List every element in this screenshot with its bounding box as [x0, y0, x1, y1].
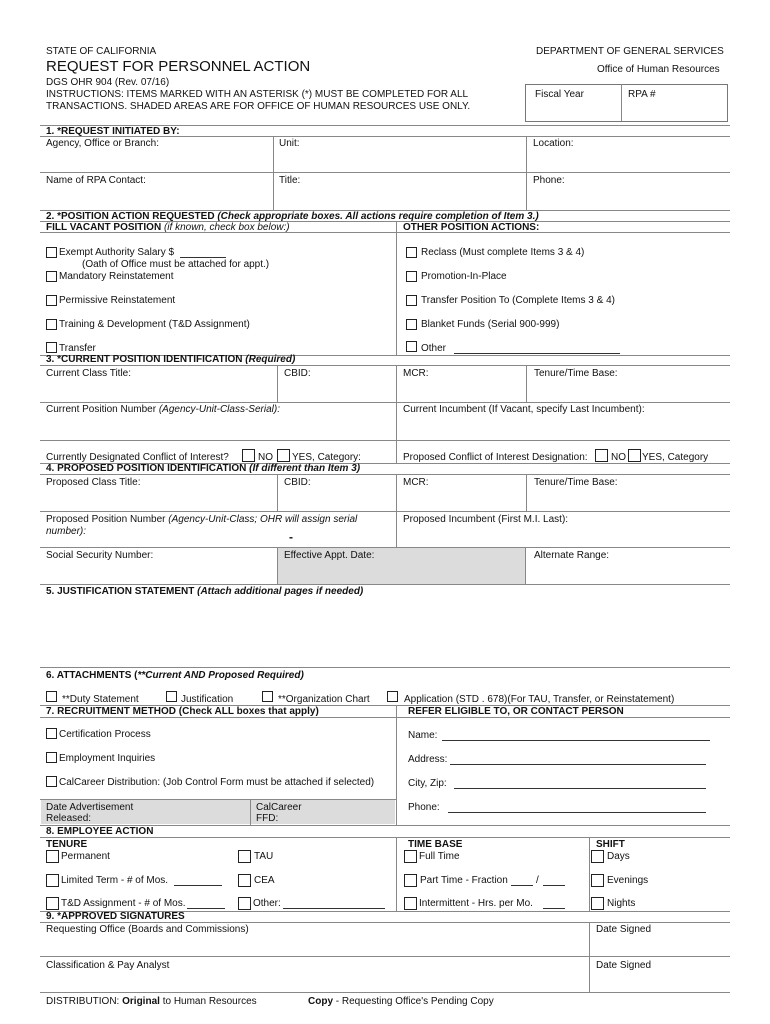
td-assignment-checkbox[interactable] — [46, 897, 59, 910]
duty-statement-label: **Duty Statement — [62, 694, 139, 705]
permissive-label: Permissive Reinstatement — [59, 295, 176, 306]
section-9-heading: 9. *APPROVED SIGNATURES — [46, 911, 185, 922]
other-action-label: Other — [421, 343, 447, 354]
justification-checkbox[interactable] — [166, 691, 177, 702]
section-8-heading: 8. EMPLOYEE ACTION — [46, 826, 154, 837]
justification-area[interactable] — [46, 600, 726, 664]
requesting-office-label: Requesting Office (Boards and Commissions) — [46, 924, 249, 935]
conflict-label: Currently Designated Conflict of Interest? — [46, 452, 229, 463]
proposed-cbid-label: CBID: — [284, 477, 311, 488]
intermittent-label: Intermittent - Hrs. per Mo. — [419, 898, 533, 909]
contact-city-label: City, Zip: — [408, 778, 447, 789]
alternate-range-label: Alternate Range: — [534, 550, 610, 561]
rpa-contact-label: Name of RPA Contact: — [46, 175, 146, 186]
conflict-no-label: NO — [258, 452, 273, 463]
certification-label: Certification Process — [59, 729, 151, 740]
duty-statement-checkbox[interactable] — [46, 691, 57, 702]
days-label: Days — [607, 851, 630, 862]
days-checkbox[interactable] — [591, 850, 604, 863]
tenure-heading: TENURE — [46, 839, 88, 850]
tau-checkbox[interactable] — [238, 850, 251, 863]
application-label: Application (STD . 678)(For TAU, Transfer, or Reinstatement) — [404, 694, 675, 705]
exempt-checkbox[interactable] — [46, 247, 57, 258]
other-action-checkbox[interactable] — [406, 341, 417, 352]
section-5-heading: 5. JUSTIFICATION STATEMENT (Attach additional pages if needed) — [46, 586, 364, 597]
transfer-checkbox[interactable] — [46, 342, 57, 353]
application-checkbox[interactable] — [387, 691, 398, 702]
current-class-label: Current Class Title: — [46, 368, 132, 379]
other-tenure-checkbox[interactable] — [238, 897, 251, 910]
evenings-checkbox[interactable] — [591, 874, 604, 887]
reclass-label: Reclass (Must complete Items 3 & 4) — [421, 247, 585, 258]
effective-date-label: Effective Appt. Date: — [284, 550, 375, 561]
permanent-checkbox[interactable] — [46, 850, 59, 863]
title-label: Title: — [279, 175, 301, 186]
training-label: Training & Development (T&D Assignment) — [59, 319, 250, 330]
current-position-label: Current Position Number (Agency-Unit-Class-Serial): — [46, 404, 280, 415]
refer-heading: REFER ELIGIBLE TO, OR CONTACT PERSON — [408, 706, 624, 717]
nights-label: Nights — [607, 898, 636, 909]
org-chart-checkbox[interactable] — [262, 691, 273, 702]
promotion-label: Promotion-In-Place — [421, 271, 507, 282]
time-base-heading: TIME BASE — [408, 839, 463, 850]
permissive-checkbox[interactable] — [46, 295, 57, 306]
form-title: REQUEST FOR PERSONNEL ACTION — [46, 58, 311, 75]
released-label: Released: — [46, 813, 92, 824]
conflict-no-checkbox[interactable] — [242, 449, 255, 462]
part-time-label: Part Time - Fraction — [420, 875, 508, 886]
transfer-to-label: Transfer Position To (Complete Items 3 & 4) — [421, 295, 615, 306]
section-4-heading: 4. PROPOSED POSITION IDENTIFICATION (If different than Item 3) — [46, 463, 361, 474]
other-tenure-label: Other: — [253, 898, 281, 909]
proposed-incumbent-label: Proposed Incumbent (First M.I. Last): — [403, 514, 569, 525]
calcareer-checkbox[interactable] — [46, 776, 57, 787]
distribution-original: DISTRIBUTION: Original to Human Resources — [46, 996, 257, 1007]
conflict-yes-label: YES, Category: — [292, 452, 361, 463]
distribution-copy: Copy - Requesting Office's Pending Copy — [308, 996, 494, 1007]
unit-label: Unit: — [279, 138, 300, 149]
phone-label: Phone: — [533, 175, 565, 186]
fiscal-year-field[interactable] — [526, 101, 621, 120]
proposed-conflict-label: Proposed Conflict of Interest Designation: — [403, 452, 588, 463]
intermittent-checkbox[interactable] — [404, 897, 417, 910]
cea-label: CEA — [254, 875, 275, 886]
ffd-label: FFD: — [256, 813, 279, 824]
mandatory-checkbox[interactable] — [46, 271, 57, 282]
proposed-position-label: Proposed Position Number (Agency-Unit-Class; OHR will assign serial — [46, 514, 358, 525]
classification-analyst-label: Classification & Pay Analyst — [46, 960, 170, 971]
office-label: Office of Human Resources — [597, 64, 720, 75]
other-actions-heading: OTHER POSITION ACTIONS: — [403, 222, 540, 233]
limited-term-checkbox[interactable] — [46, 874, 59, 887]
proposed-tenure-label: Tenure/Time Base: — [534, 477, 618, 488]
training-checkbox[interactable] — [46, 319, 57, 330]
location-label: Location: — [533, 138, 574, 149]
full-time-checkbox[interactable] — [404, 850, 417, 863]
proposed-position-note: number): — [46, 526, 87, 537]
proposed-conflict-no-checkbox[interactable] — [595, 449, 608, 462]
evenings-label: Evenings — [607, 875, 649, 886]
org-chart-label: **Organization Chart — [278, 694, 370, 705]
fraction-slash: / — [536, 875, 539, 886]
reclass-checkbox[interactable] — [406, 247, 417, 258]
section-1-heading: 1. *REQUEST INITIATED BY: — [46, 126, 180, 137]
rpa-number-label: RPA # — [628, 89, 656, 100]
cea-checkbox[interactable] — [238, 874, 251, 887]
employment-label: Employment Inquiries — [59, 753, 156, 764]
transfer-label: Transfer — [59, 343, 96, 354]
current-tenure-label: Tenure/Time Base: — [534, 368, 618, 379]
td-assignment-label: T&D Assignment - # of Mos. — [61, 898, 186, 909]
nights-checkbox[interactable] — [591, 897, 604, 910]
shift-heading: SHIFT — [596, 839, 625, 850]
current-cbid-label: CBID: — [284, 368, 311, 379]
contact-phone-label: Phone: — [408, 802, 440, 813]
section-7-heading: 7. RECRUITMENT METHOD (Check ALL boxes that apply) — [46, 706, 319, 717]
current-incumbent-label: Current Incumbent (If Vacant, specify Last Incumbent): — [403, 404, 645, 415]
blanket-label: Blanket Funds (Serial 900-999) — [421, 319, 560, 330]
proposed-mcr-label: MCR: — [403, 477, 429, 488]
state-label: STATE OF CALIFORNIA — [46, 46, 157, 57]
limited-term-label: Limited Term - # of Mos. — [61, 875, 169, 886]
department-label: DEPARTMENT OF GENERAL SERVICES — [536, 46, 724, 57]
oath-note: (Oath of Office must be attached for appt.) — [82, 259, 270, 270]
date-signed-label-2: Date Signed — [596, 960, 652, 971]
blanket-checkbox[interactable] — [406, 319, 417, 330]
promotion-checkbox[interactable] — [406, 271, 417, 282]
tau-label: TAU — [254, 851, 274, 862]
ssn-label: Social Security Number: — [46, 550, 154, 561]
section-3-heading: 3. *CURRENT POSITION IDENTIFICATION (Required) — [46, 354, 296, 365]
fill-vacant-heading: FILL VACANT POSITION (if known, check box below:) — [46, 222, 290, 233]
conflict-yes-checkbox[interactable] — [277, 449, 290, 462]
section-2-heading: 2. *POSITION ACTION REQUESTED (Check appropriate boxes. All actions require completion of Item 3.) — [46, 211, 539, 222]
date-advertisement-label: Date Advertisement — [46, 802, 134, 813]
transfer-to-checkbox[interactable] — [406, 295, 417, 306]
instructions-line-2: TRANSACTIONS. SHADED AREAS ARE FOR OFFICE OF HUMAN RESOURCES USE ONLY. — [46, 101, 471, 112]
permanent-label: Permanent — [61, 851, 110, 862]
agency-label: Agency, Office or Branch: — [46, 138, 160, 149]
calcareer-label: CalCareer Distribution: (Job Control Form must be attached if selected) — [59, 777, 375, 788]
contact-name-label: Name: — [408, 730, 438, 741]
certification-checkbox[interactable] — [46, 728, 57, 739]
proposed-conflict-no-label: NO — [611, 452, 626, 463]
current-mcr-label: MCR: — [403, 368, 429, 379]
part-time-checkbox[interactable] — [404, 874, 417, 887]
instructions-line-1: INSTRUCTIONS: ITEMS MARKED WITH AN ASTERISK (*) MUST BE COMPLETED FOR ALL — [46, 89, 469, 100]
calcareer-ffd-label: CalCareer — [256, 802, 302, 813]
proposed-conflict-yes-label: YES, Category — [642, 452, 709, 463]
exempt-label: Exempt Authority Salary $ — [59, 247, 175, 258]
fiscal-year-label: Fiscal Year — [535, 89, 584, 100]
form-number: DGS OHR 904 (Rev. 07/16) — [46, 77, 170, 88]
date-signed-label-1: Date Signed — [596, 924, 652, 935]
contact-address-label: Address: — [408, 754, 448, 765]
proposed-class-label: Proposed Class Title: — [46, 477, 141, 488]
section-6-heading: 6. ATTACHMENTS (**Current AND Proposed Required) — [46, 670, 304, 681]
proposed-conflict-yes-checkbox[interactable] — [628, 449, 641, 462]
mandatory-label: Mandatory Reinstatement — [59, 271, 174, 282]
justification-label: Justification — [181, 694, 234, 705]
full-time-label: Full Time — [419, 851, 460, 862]
employment-checkbox[interactable] — [46, 752, 57, 763]
position-dash: - — [289, 530, 293, 544]
rpa-number-field[interactable] — [622, 101, 725, 120]
